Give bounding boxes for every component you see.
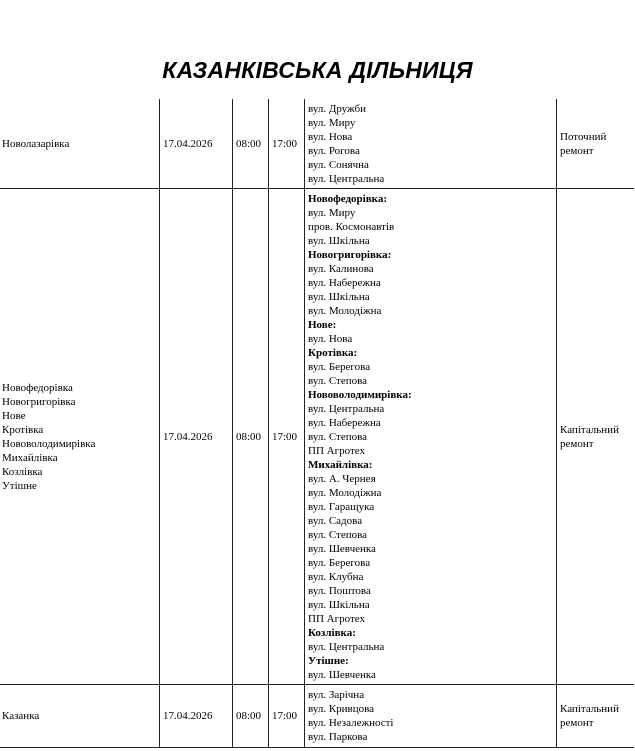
settlement-name: Утішне (2, 479, 37, 492)
table-row (0, 189, 634, 685)
settlement-heading: Козлівка: (308, 626, 356, 639)
settlement-name: Новогригорівка (2, 395, 76, 408)
settlements-cell (0, 189, 160, 685)
settlement-heading: Новофедорівка: (308, 192, 388, 205)
start-time-cell: 08:00 (233, 99, 269, 189)
work-type-text: Капітальний (560, 423, 619, 436)
settlement-name: Нове (2, 409, 26, 422)
settlement-heading: Нововолодимирівка: (308, 388, 412, 401)
work-type-text: ремонт (560, 144, 594, 157)
street-name: вул. Нова (308, 130, 353, 143)
street-name: вул. Набережна (308, 276, 381, 289)
work-type-text: ремонт (560, 437, 594, 450)
street-name: вул. Миру (308, 206, 356, 219)
work-type-cell (557, 685, 635, 748)
settlements-cell (0, 685, 160, 748)
street-name: вул. Нова (308, 332, 353, 345)
street-name: вул. Центральна (308, 402, 385, 415)
street-name: вул. Паркова (308, 731, 368, 743)
settlement-name: Козлівка (2, 465, 43, 478)
street-name: вул. Шкільна (308, 290, 370, 303)
street-name: вул. Поштова (308, 584, 371, 597)
settlement-name: Кротівка (2, 423, 44, 436)
street-name: вул. Степова (308, 528, 368, 541)
street-name: вул. Клубна (308, 570, 364, 583)
street-name: вул. Миру (308, 116, 356, 129)
street-name: вул. А. Чернея (308, 472, 376, 485)
work-type-cell (557, 189, 635, 685)
street-name: вул. Берегова (308, 360, 371, 373)
streets-cell (305, 685, 557, 748)
street-name: ПП Агротех (308, 612, 365, 625)
settlement-name: Нововолодимирівка (2, 437, 96, 450)
work-type-text: ремонт (560, 717, 594, 729)
street-name: вул. Рогова (308, 144, 360, 157)
street-name: вул. Молодіжна (308, 486, 382, 499)
settlement-name: Новофедорівка (2, 381, 73, 394)
work-type-text: Поточний (560, 130, 607, 143)
settlement-name: Казанка (2, 710, 40, 722)
schedule-table (0, 99, 634, 748)
end-time-cell: 17:00 (269, 685, 305, 748)
work-type-cell (557, 99, 635, 189)
streets-cell (305, 99, 557, 189)
schedule-table-body (0, 99, 634, 748)
street-name: вул. Шевченка (308, 668, 376, 681)
settlement-heading: Нове: (308, 318, 337, 331)
street-name: вул. Зарічна (308, 689, 365, 701)
street-name: вул. Незалежності (308, 717, 394, 729)
street-name: вул. Садова (308, 514, 363, 527)
end-time-cell: 17:00 (269, 99, 305, 189)
table-row (0, 99, 634, 189)
end-time-cell: 17:00 (269, 189, 305, 685)
street-name: вул. Степова (308, 430, 368, 443)
table-row (0, 685, 634, 748)
street-name: вул. Берегова (308, 556, 371, 569)
settlement-heading: Новогригорівка: (308, 248, 392, 261)
page-title: КАЗАНКІВСЬКА ДІЛЬНИЦЯ (162, 57, 473, 83)
street-name: ПП Агротех (308, 444, 365, 457)
start-time-cell: 08:00 (233, 685, 269, 748)
street-name: вул. Шкільна (308, 598, 370, 611)
street-name: вул. Гаращука (308, 500, 375, 513)
street-name: вул. Сонячна (308, 158, 369, 171)
settlements-cell (0, 99, 160, 189)
settlement-heading: Утішне: (308, 654, 349, 667)
street-name: вул. Центральна (308, 640, 385, 653)
street-name: вул. Дружби (308, 102, 366, 115)
street-name: вул. Набережна (308, 416, 381, 429)
start-time-cell: 08:00 (233, 189, 269, 685)
settlement-heading: Кротівка: (308, 346, 358, 359)
street-name: вул. Центральна (308, 172, 385, 185)
date-cell: 17.04.2026 (160, 189, 233, 685)
settlement-name: Михайлівка (2, 451, 58, 464)
street-name: вул. Калинова (308, 262, 374, 275)
date-cell: 17.04.2026 (160, 685, 233, 748)
settlement-heading: Михайлівка: (308, 458, 373, 471)
street-name: вул. Шевченка (308, 542, 376, 555)
date-cell: 17.04.2026 (160, 99, 233, 189)
street-name: вул. Кривцова (308, 703, 375, 715)
street-name: вул. Шкільна (308, 234, 370, 247)
street-name: вул. Степова (308, 374, 368, 387)
settlement-name: Новолазарівка (2, 137, 70, 150)
street-name: вул. Молодіжна (308, 304, 382, 317)
street-name: пров. Космонавтів (308, 220, 395, 233)
streets-cell (305, 189, 557, 685)
work-type-text: Капітальний (560, 703, 619, 715)
